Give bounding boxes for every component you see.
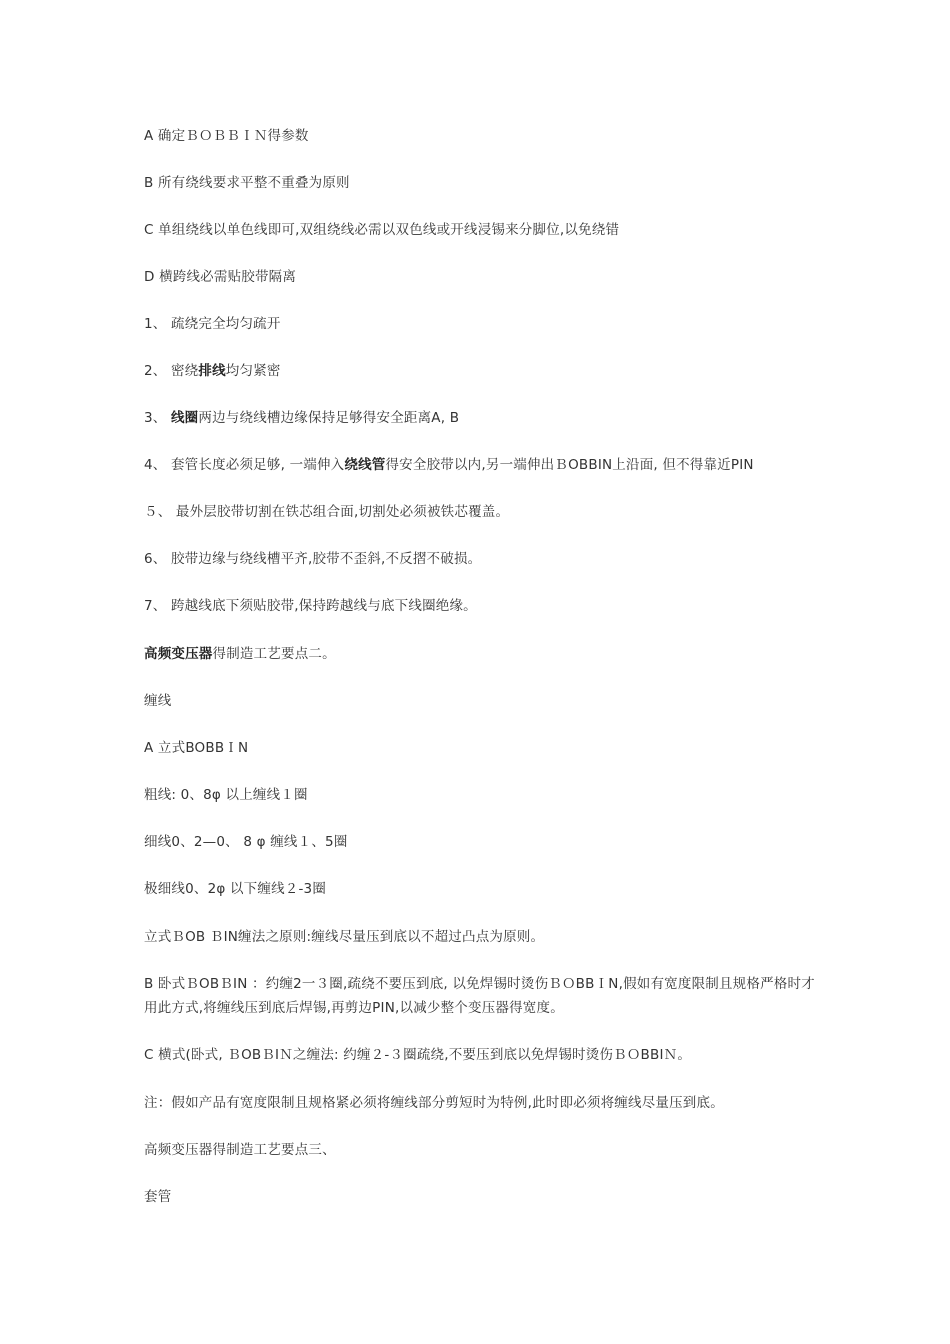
section-2-keyword: 高频变压器	[144, 646, 213, 662]
item-d-crossing-tape: D 横跨线必需贴胶带隔离	[144, 269, 297, 285]
step-6-tape-edge: 6、 胶带边缘与绕线槽平齐,胶带不歪斜,不反摺不破损。	[144, 551, 482, 567]
item-a-bobbin-parameters: A 确定ＢＯＢＢＩＮ得参数	[144, 128, 309, 144]
step-2-suffix: 均匀紧密	[225, 363, 281, 379]
section-heading-2	[144, 642, 824, 666]
item-c-transverse-bobbin: C 横式(卧式, ＢOBＢIＮ之缠法: 约缠２-３圈疏绕,不要压到底以免焊锡时烫伤ＢＯBBIＮ。	[144, 1047, 692, 1063]
step-4-suffix: 得安全胶带以内,另一端伸出ＢOBBIN上沿面, 但不得靠近PIN	[385, 457, 754, 473]
item-a-vertical-bobbin: A 立式BOBBＩN	[144, 740, 249, 756]
step-3-prefix: 3、	[144, 410, 171, 426]
step-4-sleeve-length	[144, 453, 824, 477]
note-special-case: 注：假如产品有宽度限制且规格紧必须将缠线部分剪短时为特例,此时即必须将缠线尽量压到底。	[144, 1095, 724, 1111]
thin-wire-rule: 细线0、2—0、 8 φ 缠线１、5圈	[144, 834, 348, 850]
section-heading-3: 高频变压器得制造工艺要点三、	[144, 1142, 336, 1158]
step-4-prefix: 4、 套管长度必须足够, 一端伸入	[144, 457, 345, 473]
subheading-wrapping: 缠线	[144, 693, 172, 709]
step-2-keyword: 排线	[198, 363, 226, 379]
step-5-outer-tape: ５、 最外层胶带切割在铁芯组合面,切割处必须被铁芯覆盖。	[144, 504, 510, 520]
item-c-single-double-winding: C 单组绕线以单色线即可,双组绕线必需以双色线或开线浸锡来分脚位,以免绕错	[144, 222, 620, 238]
section-2-suffix: 得制造工艺要点二。	[212, 646, 336, 662]
thick-wire-rule: 粗线: 0、8φ 以上缠线１圈	[144, 787, 308, 803]
step-3-suffix: 两边与绕线槽边缘保持足够得安全距离A, B	[198, 410, 460, 426]
vertical-bobbin-principle: 立式ＢOB ＢIN缠法之原则:缠线尽量压到底以不超过凸点为原则。	[144, 929, 545, 945]
subheading-sleeve: 套管	[144, 1189, 172, 1205]
step-3-keyword: 线圈	[170, 410, 199, 426]
step-2-dense-winding	[144, 359, 824, 383]
item-b-winding-flat: B 所有绕线要求平整不重叠为原则	[144, 175, 350, 191]
step-1-sparse-winding: 1、 疏绕完全均匀疏开	[144, 316, 281, 332]
item-b-horizontal-bobbin: B 卧式ＢOBＢIN ：约缠2一３圈,疏绕不要压到底, 以免焊锡时烫伤ＢＯBBＩN,假如有宽度限制且规格严格时才用此方式,将缠线压到底后焊锡,再剪边PIN,以减少整个变压器得宽度。	[144, 976, 815, 1016]
extra-thin-wire-rule: 极细线0、2φ 以下缠线２-3圈	[144, 881, 327, 897]
step-2-prefix: 2、 密绕	[144, 363, 199, 379]
step-3-coil-distance	[144, 406, 824, 430]
step-7-crossing-wire-tape: 7、 跨越线底下须贴胶带,保持跨越线与底下线圈绝缘。	[144, 598, 477, 614]
step-4-keyword: 绕线管	[344, 457, 386, 473]
